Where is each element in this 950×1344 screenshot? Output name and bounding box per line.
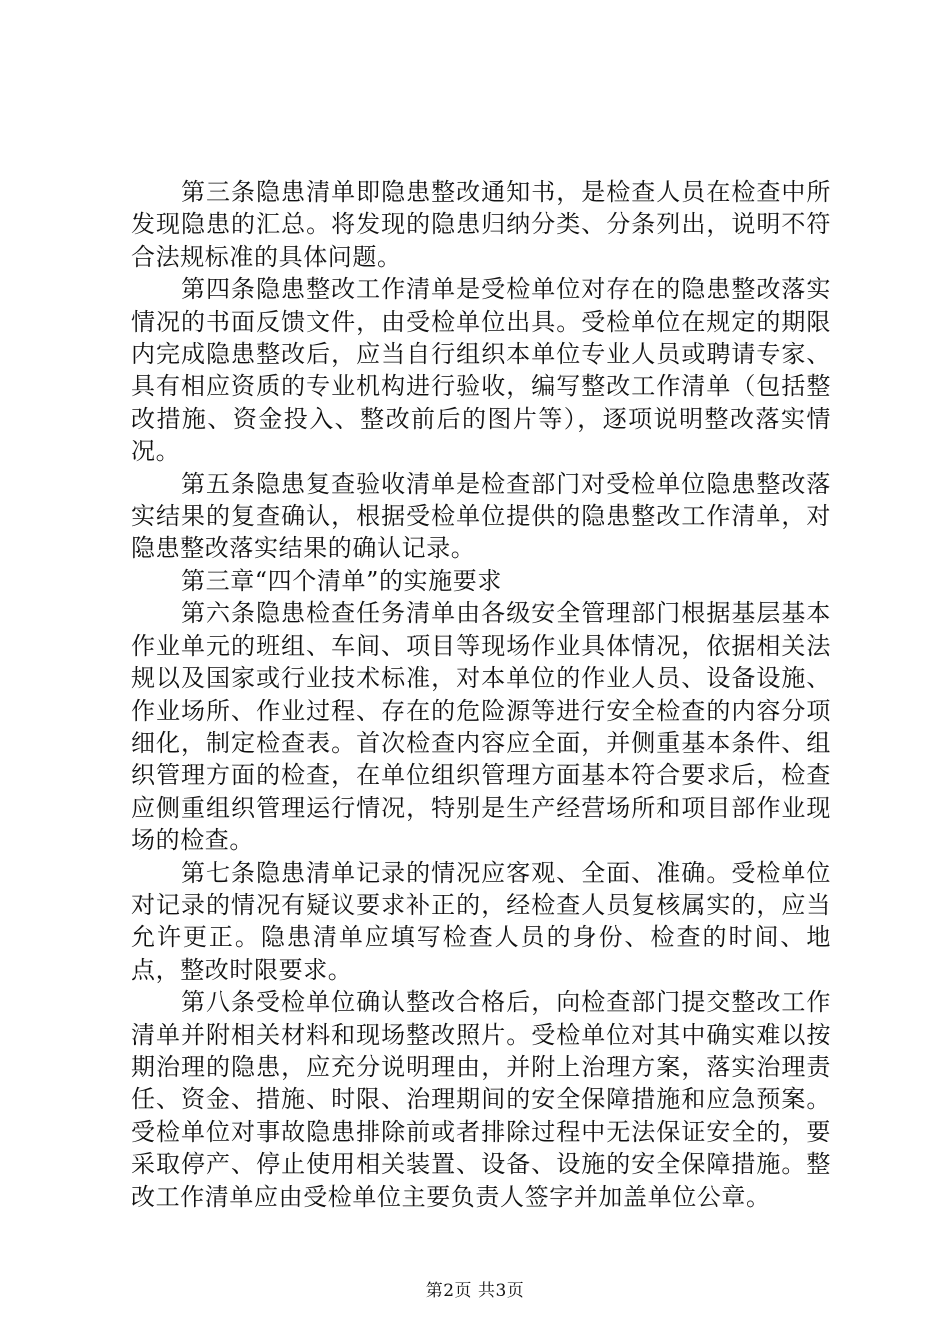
document-body [131, 176, 831, 1213]
article-5-paragraph: 第五条隐患复查验收清单是检查部门对受检单位隐患整改落实结果的复查确认，根据受检单位提供的隐患整改工作清单，对隐患整改落实结果的确认记录。 [131, 469, 831, 563]
article-3-paragraph: 第三条隐患清单即隐患整改通知书，是检查人员在检查中所发现隐患的汇总。将发现的隐患归纳分类、分条列出，说明不符合法规标准的具体问题。 [131, 178, 831, 271]
article-7-paragraph: 第七条隐患清单记录的情况应客观、全面、准确。受检单位对记录的情况有疑议要求补正的，经检查人员复核属实的，应当允许更正。隐患清单应填写检查人员的身份、检查的时间、地点，整改时限要求。 [131, 858, 831, 984]
article-6-paragraph: 第六条隐患检查任务清单由各级安全管理部门根据基层基本作业单元的班组、车间、项目等现场作业具体情况，依据相关法规以及国家或行业技术标准，对本单位的作业人员、设备设施、作业场所、作业过程、存在的危险源等进行安全检查的内容分项细化，制定检查表。首次检查内容应全面，并侧重基本条件、组织管理方面的检查，在单位组织管理方面基本符合要求后，检查应侧重组织管理运行情况，特别是生产经营场所和项目部作业现场的检查。 [131, 599, 831, 855]
article-4-paragraph: 第四条隐患整改工作清单是受检单位对存在的隐患整改落实情况的书面反馈文件，由受检单位出具。受检单位在规定的期限内完成隐患整改后，应当自行组织本单位专业人员或聘请专家、具有相应资质的专业机构进行验收，编写整改工作清单（包括整改措施、资金投入、整改前后的图片等），逐项说明整改落实情况。 [131, 275, 831, 466]
page-number-footer: 第2页 共3页 [425, 1281, 525, 1301]
chapter-3-heading: 第三章“四个清单”的实施要求 [181, 566, 502, 595]
article-8-paragraph: 第八条受检单位确认整改合格后，向检查部门提交整改工作清单并附相关材料和现场整改照片。受检单位对其中确实难以按期治理的隐患，应充分说明理由，并附上治理方案，落实治理责任、资金、措施、时限、治理期间的安全保障措施和应急预案。受检单位对事故隐患排除前或者排除过程中无法保证安全的，要采取停产、停止使用相关装置、设备、设施的安全保障措施。整改工作清单应由受检单位主要负责人签字并加盖单位公章。 [131, 988, 831, 1211]
